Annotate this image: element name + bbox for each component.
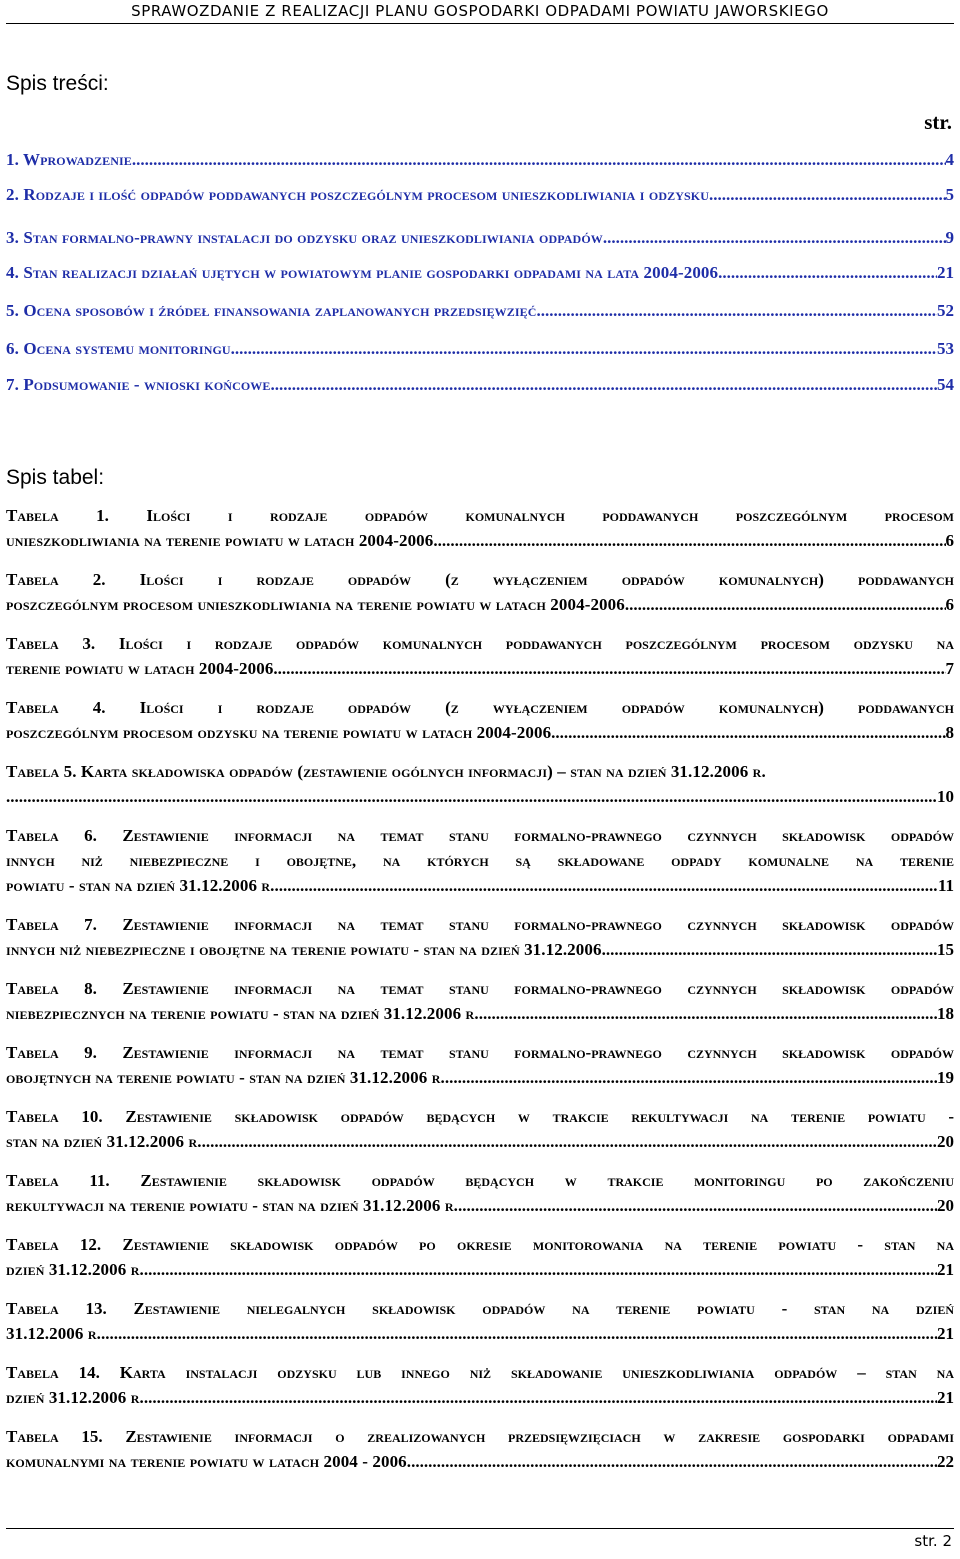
footer-divider	[6, 1528, 954, 1529]
table-entry-12-line2[interactable]: dzień 31.12.2006 r. ..... 21	[6, 1258, 954, 1282]
table-entry-14-line1[interactable]: Tabela 14. Karta instalacji odzysku lub innego niż składowanie unieszkodliwiania odpadów – stan na	[6, 1363, 954, 1382]
table-entry-11-line2[interactable]: rekultywacji na terenie powiatu - stan na dzień 31.12.2006 r. ..... 20	[6, 1194, 954, 1218]
table-entry-6-line1[interactable]: Tabela 6. Zestawienie informacji na temat stanu formalno-prawnego czynnych składowisk odpadów	[6, 826, 954, 845]
toc-entry-3[interactable]: 3. Stan formalno-prawny instalacji do odzysku oraz unieszkodliwiania odpadów ..... 9	[6, 226, 954, 250]
table-entry-12-line1[interactable]: Tabela 12. Zestawienie składowisk odpadów po okresie monitorowania na terenie powiatu - stan na	[6, 1235, 954, 1254]
page-header: SPRAWOZDANIE Z REALIZACJI PLANU GOSPODARKI ODPADAMI POWIATU JAWORSKIEGO	[131, 2, 829, 20]
table-entry-6-line3[interactable]: powiatu - stan na dzień 31.12.2006 r. ..... 11	[6, 874, 954, 898]
table-entry-4-line1[interactable]: Tabela 4. Ilości i rodzaje odpadów (z wyłączeniem odpadów komunalnych) poddawanych	[6, 698, 954, 717]
table-entry-9-line2[interactable]: obojętnych na terenie powiatu - stan na dzień 31.12.2006 r. ..... 19	[6, 1066, 954, 1090]
toc-entry-2[interactable]: 2. Rodzaje i ilość odpadów poddawanych poszczególnym procesom unieszkodliwiania i odzysku ..... 5	[6, 183, 954, 207]
page-column-label: str.	[924, 110, 952, 134]
toc-entry-4[interactable]: 4. Stan realizacji działań ujętych w powiatowym planie gospodarki odpadami na lata 2004-2006 ..... 21	[6, 261, 954, 285]
table-entry-8-line2[interactable]: niebezpiecznych na terenie powiatu - stan na dzień 31.12.2006 r. ..... 18	[6, 1002, 954, 1026]
table-entry-15-line2[interactable]: komunalnymi na terenie powiatu w latach 2004 - 2006. ..... 22	[6, 1450, 954, 1474]
table-entry-7-line1[interactable]: Tabela 7. Zestawienie informacji na temat stanu formalno-prawnego czynnych składowisk odpadów	[6, 915, 954, 934]
table-entry-5-line2[interactable]: ..... 10	[6, 785, 954, 809]
table-entry-6-line2[interactable]: innych niż niebezpieczne i obojętne, na których są składowane odpady komunalne na terenie	[6, 851, 954, 870]
table-entry-13-line1[interactable]: Tabela 13. Zestawienie nielegalnych składowisk odpadów na terenie powiatu - stan na dzień	[6, 1299, 954, 1318]
table-entry-2-line1[interactable]: Tabela 2. Ilości i rodzaje odpadów (z wyłączeniem odpadów komunalnych) poddawanych	[6, 570, 954, 589]
toc-entry-5[interactable]: 5. Ocena sposobów i źródeł finansowania zaplanowanych przedsięwzięć ..... 52	[6, 299, 954, 323]
table-entry-3-line2[interactable]: terenie powiatu w latach 2004-2006 ..... 7	[6, 657, 954, 681]
toc-entry-6[interactable]: 6. Ocena systemu monitoringu ..... 53	[6, 337, 954, 361]
table-entry-1-line2[interactable]: unieszkodliwiania na terenie powiatu w latach 2004-2006 ..... 6	[6, 529, 954, 553]
table-entry-2-line2[interactable]: poszczególnym procesom unieszkodliwiania na terenie powiatu w latach 2004-2006 ..... 6	[6, 593, 954, 617]
table-entry-8-line1[interactable]: Tabela 8. Zestawienie informacji na temat stanu formalno-prawnego czynnych składowisk odpadów	[6, 979, 954, 998]
header-divider	[6, 23, 954, 24]
table-entry-9-line1[interactable]: Tabela 9. Zestawienie informacji na temat stanu formalno-prawnego czynnych składowisk odpadów	[6, 1043, 954, 1062]
table-entry-15-line1[interactable]: Tabela 15. Zestawienie informacji o zrealizowanych przedsięwzięciach w zakresie gospodarki odpadami	[6, 1427, 954, 1446]
table-entry-7-line2[interactable]: innych niż niebezpieczne i obojętne na terenie powiatu - stan na dzień 31.12.2006 ..... 15	[6, 938, 954, 962]
table-entry-13-line2[interactable]: 31.12.2006 r. ..... 21	[6, 1322, 954, 1346]
page-number: str. 2	[914, 1532, 952, 1550]
toc-entry-1[interactable]: 1. Wprowadzenie ..... 4	[6, 148, 954, 172]
table-entry-14-line2[interactable]: dzień 31.12.2006 r. ..... 21	[6, 1386, 954, 1410]
tables-title: Spis tabel:	[6, 466, 105, 489]
table-entry-1-line1[interactable]: Tabela 1. Ilości i rodzaje odpadów komunalnych poddawanych poszczególnym procesom	[6, 506, 954, 525]
table-entry-11-line1[interactable]: Tabela 11. Zestawienie składowisk odpadów będących w trakcie monitoringu po zakończeniu	[6, 1171, 954, 1190]
table-entry-5-line1[interactable]: Tabela 5. Karta składowiska odpadów (zestawienie ogólnych informacji) – stan na dzień 31.12.2006 r.	[6, 762, 766, 781]
toc-title: Spis treści:	[6, 72, 109, 95]
table-entry-3-line1[interactable]: Tabela 3. Ilości i rodzaje odpadów komunalnych poddawanych poszczególnym procesom odzysku na	[6, 634, 954, 653]
table-entry-10-line1[interactable]: Tabela 10. Zestawienie składowisk odpadów będących w trakcie rekultywacji na terenie powiatu -	[6, 1107, 954, 1126]
toc-entry-7[interactable]: 7. Podsumowanie - wnioski końcowe ..... 54	[6, 373, 954, 397]
table-entry-10-line2[interactable]: stan na dzień 31.12.2006 r. ..... 20	[6, 1130, 954, 1154]
table-entry-4-line2[interactable]: poszczególnym procesom odzysku na terenie powiatu w latach 2004-2006 ..... 8	[6, 721, 954, 745]
